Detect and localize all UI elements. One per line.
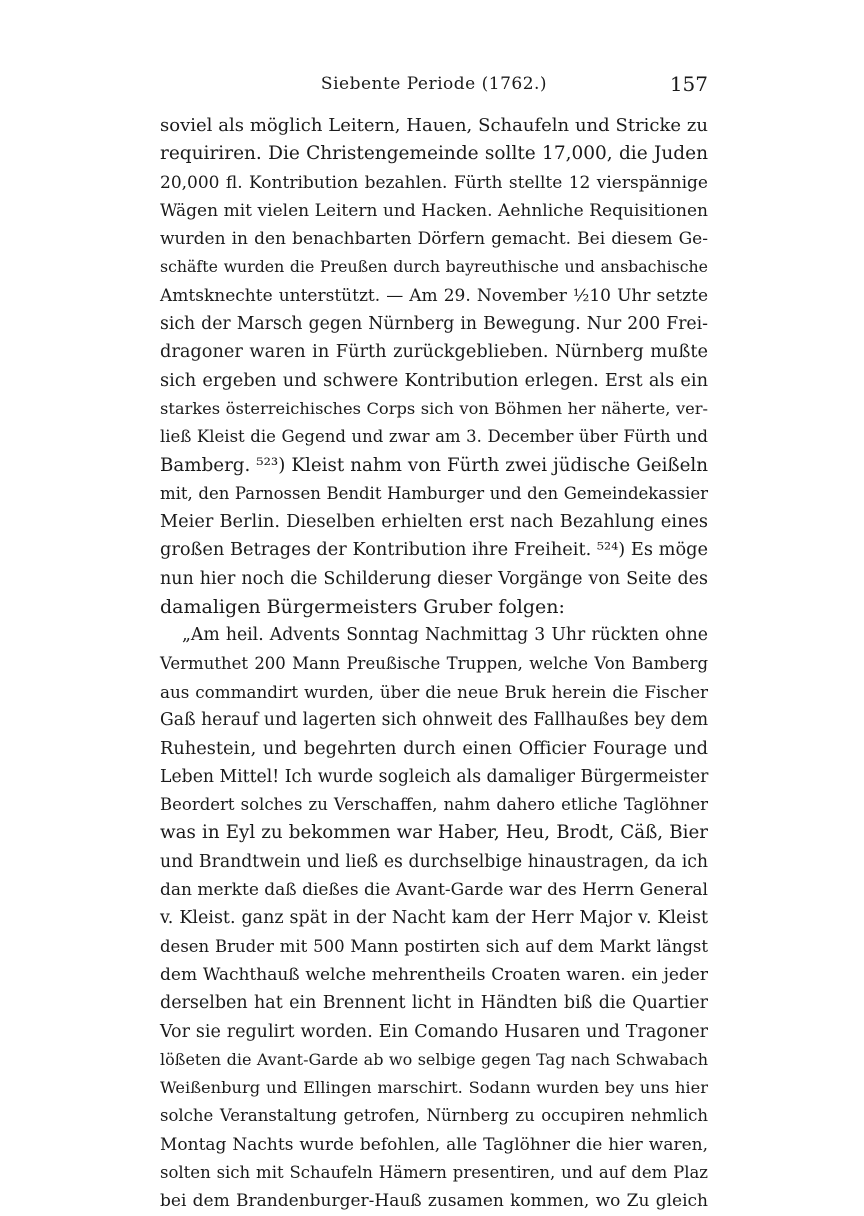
text-line: Vermuthet 200 Mann Preußische Truppen, welche Von Bamberg [160, 653, 708, 673]
text-line: desen Bruder mit 500 Mann postirten sich auf dem Markt längst [160, 936, 708, 956]
body-text [160, 112, 708, 1216]
text-line: wurden in den benachbarten Dörfern gemacht. Bei diesem Ge- [160, 229, 708, 250]
text-line: großen Betrages der Kontribution ihre Freiheit. ⁵²⁴) Es möge [160, 540, 708, 561]
text-line: Wägen mit vielen Leitern und Hacken. Aehnliche Requisitionen [160, 200, 708, 221]
text-line: bei dem Brandenburger-Hauß zusamen kommen, wo Zu gleich [160, 1191, 708, 1212]
text-line: soviel als möglich Leitern, Hauen, Schaufeln und Stricke zu [160, 115, 708, 136]
text-line: sich ergeben und schwere Kontribution erlegen. Erst als ein [160, 370, 708, 391]
text-line: Amtsknechte unterstützt. — Am 29. November ½10 Uhr setzte [160, 285, 708, 306]
text-line: starkes österreichisches Corps sich von Böhmen her näherte, ver- [160, 398, 708, 418]
running-title: Siebente Periode (1762.) [320, 74, 548, 94]
text-line: derselben hat ein Brennent licht in Händten biß die Quartier [160, 993, 708, 1014]
text-line: mit, den Parnossen Bendit Hamburger und den Gemeindekassier [160, 483, 708, 503]
text-line: nun hier noch die Schilderung dieser Vorgänge von Seite des [160, 568, 708, 589]
text-line: v. Kleist. ganz spät in der Nacht kam der Herr Major v. Kleist [160, 908, 708, 929]
text-line: dragoner waren in Fürth zurückgeblieben. Nürnberg mußte [160, 342, 708, 363]
text-line: Bamberg. ⁵²³) Kleist nahm von Fürth zwei jüdische Geißeln [160, 454, 708, 476]
text-line: „Am heil. Advents Sonntag Nachmittag 3 Uhr rückten ohne [182, 625, 708, 646]
text-line: dan merkte daß dießes die Avant-Garde war des Herrn General [160, 880, 708, 901]
text-line: Gaß herauf und lagerten sich ohnweit des Fallhaußes bey dem [160, 710, 709, 731]
text-line: dem Wachthauß welche mehrentheils Croaten waren. ein jeder [160, 964, 708, 985]
text-line: Meier Berlin. Dieselben erhielten erst nach Bezahlung eines [160, 512, 708, 533]
text-line: damaligen Bürgermeisters Gruber folgen: [160, 596, 565, 619]
text-line: solten sich mit Schaufeln Hämern presentiren, und auf dem Plaz [160, 1162, 708, 1182]
text-line: und Brandtwein und ließ es durchselbige hinaustragen, da ich [160, 851, 708, 872]
running-head [160, 72, 708, 100]
page-number: 157 [669, 72, 708, 96]
text-line: was in Eyl zu bekommen war Haber, Heu, Brodt, Cäß, Bier [160, 822, 708, 844]
text-line: sich der Marsch gegen Nürnberg in Bewegung. Nur 200 Frei- [160, 314, 708, 335]
text-line: Beordert solches zu Verschaffen, nahm dahero etliche Taglöhner [160, 795, 708, 815]
text-line: ließ Kleist die Gegend und zwar am 3. December über Fürth und [160, 427, 708, 447]
text-line: lößeten die Avant-Garde ab wo selbige gegen Tag nach Schwabach [160, 1049, 708, 1069]
text-line: Weißenburg und Ellingen marschirt. Sodann wurden bey uns hier [160, 1078, 708, 1098]
text-line: requiriren. Die Christengemeinde sollte 17,000, die Juden [160, 143, 708, 165]
text-line: schäfte wurden die Preußen durch bayreuthische und ansbachische [160, 257, 708, 277]
text-line: aus commandirt wurden, über die neue Bruk herein die Fischer [160, 681, 708, 702]
text-line: 20,000 fl. Kontribution bezahlen. Fürth stellte 12 vierspännige [160, 172, 708, 193]
text-line: solche Veranstaltung getrofen, Nürnberg zu occupiren nehmlich [160, 1106, 708, 1126]
text-line: Montag Nachts wurde befohlen, alle Taglöhner die hier waren, [160, 1134, 708, 1155]
text-line: Leben Mittel! Ich wurde sogleich als damaliger Bürgermeister [160, 766, 709, 787]
text-line: Vor sie regulirt worden. Ein Comando Husaren und Tragoner [160, 1021, 708, 1042]
text-line: Ruhestein, und begehrten durch einen Officier Fourage und [160, 738, 708, 759]
